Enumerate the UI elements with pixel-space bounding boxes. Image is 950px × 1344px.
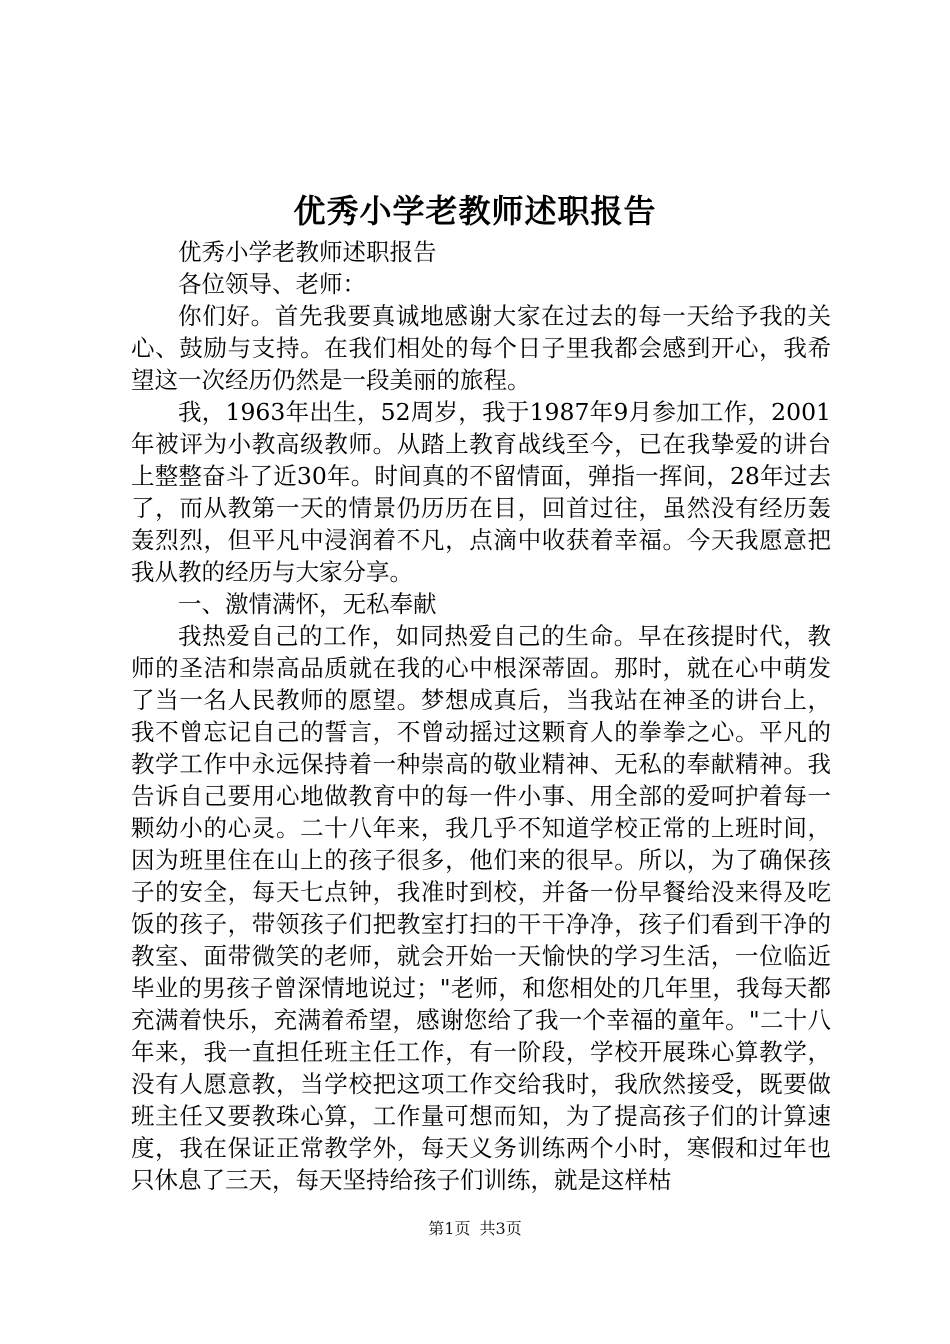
paragraph-introduction: 我，1963年出生，52周岁，我于1987年9月参加工作，2001年被评为小教高级教师。从踏上教育战线至今，已在我挚爱的讲台上整整奋斗了近30年。时间真的不留情面，弹指一挥间，28年过去了，而从教第一天的情景仍历历在目，回首过往，虽然没有经历轰轰烈烈，但平凡中浸润着不凡，点滴中收获着幸福。今天我愿意把我从教的经历与大家分享。 [131, 398, 831, 586]
paragraph-subtitle: 优秀小学老教师述职报告 [178, 238, 437, 266]
paragraph-greeting: 你们好。首先我要真诚地感谢大家在过去的每一天给予我的关心、鼓励与支持。在我们相处的每个日子里我都会感到开心，我希望这一次经历仍然是一段美丽的旅程。 [131, 302, 831, 394]
section-heading: 一、激情满怀，无私奉献 [178, 590, 437, 618]
page-footer [0, 1216, 950, 1239]
document-body [131, 236, 831, 1196]
paragraph-section-body: 我热爱自己的工作，如同热爱自己的生命。早在孩提时代，教师的圣洁和崇高品质就在我的心中根深蒂固。那时，就在心中萌发了当一名人民教师的愿望。梦想成真后，当我站在神圣的讲台上，我不曾忘记自己的誓言，不曾动摇过这颗育人的拳拳之心。平凡的教学工作中永远保持着一种崇高的敬业精神、无私的奉献精神。我告诉自己要用心地做教育中的每一件小事、用全部的爱呵护着每一颗幼小的心灵。二十八年来，我几乎不知道学校正常的上班时间，因为班里住在山上的孩子很多，他们来的很早。所以，为了确保孩子的安全，每天七点钟，我准时到校，并备一份早餐给没来得及吃饭的孩子，带领孩子们把教室打扫的干干净净，孩子们看到干净的教室、面带微笑的老师，就会开始一天愉快的学习生活，一位临近毕业的男孩子曾深情地说过；"老师，和您相处的几年里，我每天都充满着快乐，充满着希望，感谢您给了我一个幸福的童年。"二十八年来，我一直担任班主任工作，有一阶段，学校开展珠心算教学，没有人愿意教，当学校把这项工作交给我时，我欣然接受，既要做班主任又要教珠心算，工作量可想而知，为了提高孩子们的计算速度，我在保证正常教学外，每天义务训练两个小时，寒假和过年也只休息了三天，每天坚持给孩子们训练，就是这样枯 [131, 622, 831, 1194]
page-total: 共3页 [479, 1219, 522, 1238]
page-number: 第1页 [428, 1219, 471, 1238]
document-title: 优秀小学老教师述职报告 [293, 192, 657, 230]
paragraph-salutation: 各位领导、老师： [178, 270, 366, 298]
